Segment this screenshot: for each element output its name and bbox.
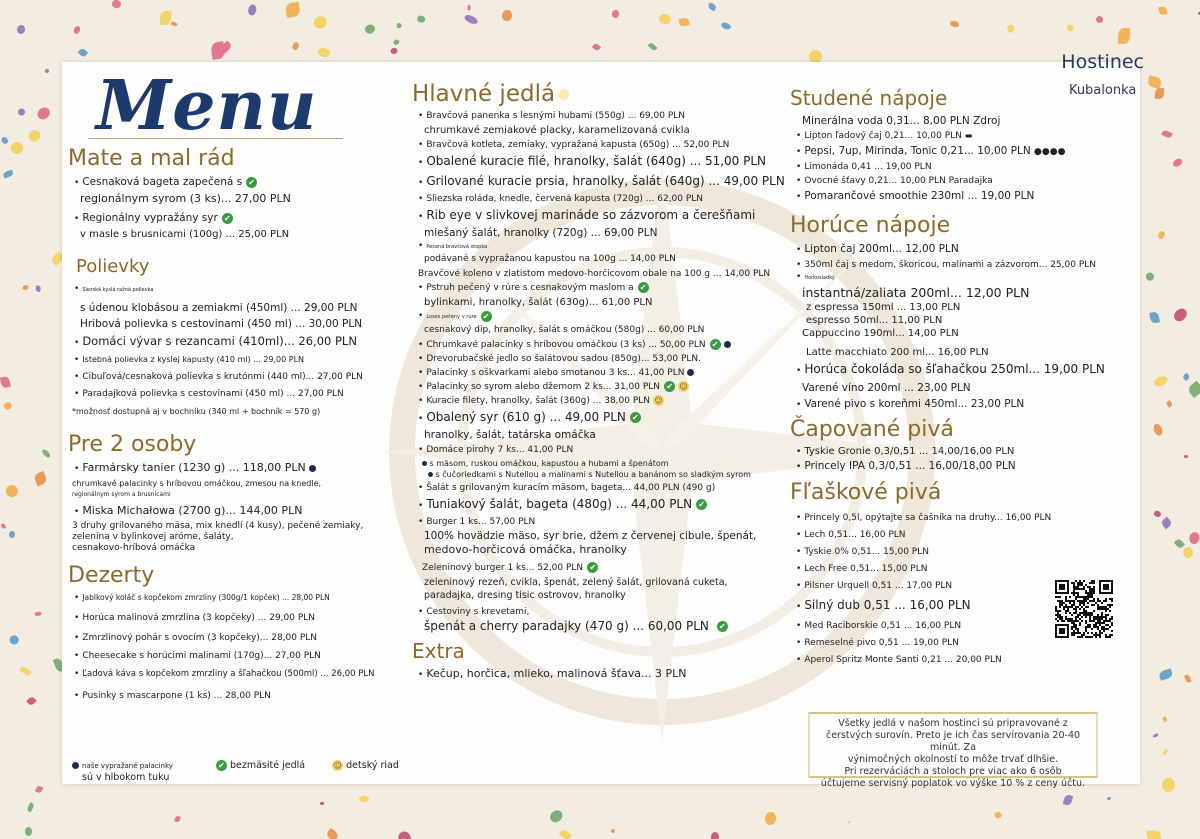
menu-item-detail: špenát a cherry paradajky (470 g) ... 60,00 PLN ✔ [424, 620, 787, 633]
fried-icon [72, 762, 79, 769]
menu-item: • Obalený syr (610 g) ... 49,00 PLN ✔ [418, 409, 787, 427]
flower-icon [995, 812, 1002, 819]
column-middle [412, 76, 787, 684]
flower-icon [1171, 157, 1184, 169]
flower-icon [4, 482, 21, 499]
vegetarian-icon: ✔ [638, 282, 649, 293]
flower-icon [1186, 380, 1200, 398]
flower-icon [35, 785, 44, 794]
flower-icon [1185, 674, 1192, 683]
flower-icon [390, 47, 398, 54]
flower-icon [364, 23, 376, 34]
menu-item-detail: Latte macchiato 200 ml... 16,00 PLN [806, 347, 989, 358]
flower-icon [3, 169, 15, 178]
menu-item-detail: regionálnym syrom (3 ks)... 27,00 PLN [80, 192, 291, 205]
vegetarian-icon: ✔ [587, 562, 598, 573]
menu-item: • Cheesecake s horúcimi malinami (170g)... 27,00 PLN [74, 650, 398, 662]
flower-icon [1161, 748, 1168, 755]
flower-icon [78, 47, 88, 57]
menu-item-tiny: • Horkosladký [796, 273, 1140, 282]
menu-item: • Princely 0,5l, opýtajte sa čašníka na druhy... 16,00 PLN [796, 512, 1140, 524]
menu-item: • Sliezska roláda, knedle, červená kapusta (720g) ... 62,00 PLN [418, 193, 787, 205]
note-line: Všetky jedlá v našom hostinci sú pripravované z [838, 718, 1068, 729]
menu-title: Menu [96, 66, 318, 146]
flower-icon [592, 42, 601, 51]
flower-icon [1174, 537, 1185, 548]
flower-icon [1147, 829, 1162, 839]
flower-icon [1158, 668, 1173, 681]
flower-icon [1153, 510, 1162, 518]
section-heading-main: Hlavné jedlá [412, 80, 787, 108]
flower-icon [3, 402, 12, 411]
fried-icon [724, 341, 731, 348]
flower-icon [170, 21, 178, 28]
menu-item: s údenou klobásou a zemiakmi (450ml) ... 29,00 PLN [80, 302, 358, 314]
fried-icon [687, 369, 694, 376]
can-icon: ▬ [964, 131, 973, 140]
flower-icon [317, 47, 331, 59]
menu-item: • Kuracie filety, hranolky, šalát (360g) ... 38,00 PLN ☺ [418, 395, 787, 407]
vegetarian-icon: ✔ [481, 311, 492, 322]
menu-item-detail: Cappuccino 190ml... 14,00 PLN [802, 328, 959, 339]
menu-item: • Farmársky tanier (1230 g) ... 118,00 PLN [74, 461, 398, 476]
flower-icon [25, 827, 32, 836]
menu-item: • Domáci vývar s rezancami (410ml)... 26,00 PLN [74, 334, 398, 350]
vegetarian-icon: ✔ [664, 381, 675, 392]
pirohy-detail: s čučoriedkami s Nutellou a malinami s Nutellou a banánom so sladkým syrom [428, 469, 787, 480]
menu-item-detail: espresso 50ml... 11,00 PLN [806, 315, 943, 326]
flower-icon [393, 38, 400, 45]
menu-item-detail: chrumkavé palacinky s hríbovou omáčkou, zmesou na knedle, [72, 479, 322, 488]
flower-icon [1095, 15, 1104, 24]
flower-icon [611, 828, 616, 832]
flower-icon [396, 829, 414, 839]
menu-item: • Chrumkavé palacinky s hríbovou omáčkou (3 ks) ... 50,00 PLN ✔ [418, 339, 787, 351]
flower-icon [1118, 28, 1131, 44]
menu-item: Zeleninový burger 1 ks... 52,00 PLN ✔ [422, 562, 787, 574]
menu-item: • Istebná polievka z kyslej kapusty (410 ml) ... 29,00 PLN [74, 354, 398, 366]
flower-icon [1166, 401, 1173, 409]
flower-icon [0, 136, 9, 145]
flower-icon [34, 285, 41, 292]
flower-icon [33, 471, 48, 486]
vegetarian-icon: ✔ [696, 499, 707, 510]
flower-icon [247, 4, 257, 16]
flower-icon [292, 41, 300, 50]
flower-icon [1149, 312, 1160, 325]
pirohy-detail: s mäsom, ruskou omáčkou, kapustou a hubami a špenátom [422, 458, 787, 469]
menu-item-detail: 3 druhy grilovaného mäsa, mix knedlí (4 kusy), pečené zemiaky, [72, 521, 364, 531]
section-heading-extra: Extra [412, 639, 465, 663]
flower-icon [1181, 546, 1194, 559]
qr-code [1055, 580, 1113, 638]
legend-fried-detail: sú v hlbokom tuku [82, 772, 170, 783]
flower-icon [548, 809, 565, 825]
flower-icon [326, 828, 340, 839]
menu-item-detail: medovo-horčicová omáčka, hranolky [424, 543, 627, 556]
menu-item: • Regionálny vypražány syr ✔ [74, 211, 398, 226]
smile-icon: ☺ [654, 396, 663, 405]
flower-icon [285, 2, 301, 18]
menu-item-detail: chrumkavé zemiakové placky, karamelizovaná cvikla [424, 125, 690, 136]
flower-icon [312, 14, 329, 31]
vegetarian-icon: ✔ [630, 412, 641, 423]
vegetarian-icon: ✔ [717, 621, 728, 632]
section-heading-tap-beer: Čapované pivá [790, 417, 954, 442]
flower-icon [1153, 375, 1169, 389]
menu-item: • Horúca malinová zmrzlina (3 kopčeky) ... 29,00 PLN [74, 612, 398, 624]
flower-icon [417, 15, 426, 23]
flower-icon [73, 25, 82, 35]
menu-item: • Pilsner Urquell 0,51 ... 17,00 PLN [796, 580, 1140, 592]
flower-icon [16, 107, 26, 117]
menu-item: • Miska Michałowa (2700 g)... 144,00 PLN [74, 504, 398, 519]
menu-item: • Grilované kuracie prsia, hranolky, šalát (640g) ... 49,00 PLN [418, 173, 787, 191]
menu-item: Bravčové koleno v zlatistom medovo-horčicovom obale na 100 g ... 14,00 PLN [418, 269, 771, 279]
flower-icon [949, 19, 959, 28]
menu-item: • Tyskie 0% 0,51... 15,00 PLN [796, 546, 1140, 558]
flower-icon [8, 633, 21, 645]
flower-icon [678, 17, 690, 27]
flower-icon [16, 24, 27, 35]
flower-icon [764, 811, 776, 825]
menu-item: • Silný dub 0,51 ... 16,00 PLN [796, 597, 1140, 615]
flower-icon [501, 9, 513, 22]
menu-item: • Rib eye v slivkovej marináde so zázvorom a čerešňami [418, 207, 787, 225]
flower-icon [26, 696, 37, 707]
menu-item-detail: cesnakový dip, hranolky, šalát s omáčkou (580g) ... 60,00 PLN [424, 325, 705, 335]
menu-item: • Aperol Spritz Monte Santi 0,21 ... 20,00 PLN [796, 654, 1140, 666]
info-note [808, 712, 1098, 789]
menu-item-detail: cesnakovo-hríbová omáčka [72, 543, 196, 553]
legend-vegetarian: bezmäsité jedlá [229, 760, 306, 771]
menu-item: • Tuniakový šalát, bageta (480g) ... 44,00 PLN ✔ [418, 496, 787, 514]
menu-item: • Varené pivo s koreňmi 450ml... 23,00 PLN [796, 397, 1140, 412]
menu-item: • Pusinky s mascarpone (1 ks) ... 28,00 PLN [74, 690, 398, 702]
menu-item: • Zmrzlinový pohár s ovocím (3 kopčeky)... 28,00 PLN [74, 632, 398, 644]
section-heading-for-two: Pre 2 osoby [68, 432, 197, 457]
menu-item-detail: 100% hovädzie mäso, syr brie, džem z červenej cibule, špenát, [424, 530, 757, 542]
menu-item: • Losos pečený v rúre ✔ [418, 311, 787, 322]
menu-item: • Med Raciborskie 0,51 ... 16,00 PLN [796, 620, 1140, 632]
flower-icon [1162, 129, 1173, 139]
fried-icon [422, 461, 427, 466]
flower-icon [1162, 777, 1176, 792]
flower-icon [707, 2, 717, 11]
section-heading-hot: Horúce nápoje [790, 213, 951, 238]
menu-item: • Princely IPA 0,3/0,51 ... 16,00/18,00 PLN [796, 460, 1140, 473]
menu-item-detail: zeleninový rezeň, cvikla, špenát, zelený šalát, grilovaná cuketa, [424, 577, 728, 588]
smile-icon: ☺ [679, 382, 688, 391]
flower-icon [1188, 531, 1200, 545]
section-heading-cold: Studené nápoje [790, 86, 948, 110]
menu-item: • Tyskie Gronie 0,3/0,51 ... 14,00/16,00 PLN [796, 446, 1140, 458]
flower-icon [1160, 516, 1173, 529]
menu-item: • Cestoviny s krevetami, [418, 606, 787, 618]
flower-icon [8, 530, 16, 538]
menu-item: • Bravčová kotleta, zemiaky, vypražaná kapusta (650g) ... 52,00 PLN [418, 139, 787, 151]
flower-icon [1107, 797, 1111, 800]
fried-icon [428, 472, 433, 477]
menu-item-detail: z espressa 150ml ... 13,00 PLN [806, 302, 961, 313]
menu-item: • Pomarančové smoothie 230ml ... 19,00 PLN [796, 189, 1140, 204]
flower-icon [320, 802, 325, 806]
brand-sub: Kubalonka [1068, 83, 1137, 98]
decorative-leaf-icon [558, 89, 569, 100]
menu-item: • Cesnaková bageta zapečená s ✔ [74, 175, 398, 190]
menu-item: • Lech 0,51... 16,00 PLN [796, 529, 1140, 541]
flower-icon [463, 13, 479, 26]
flower-icon [23, 284, 30, 290]
flower-icon [1159, 6, 1167, 15]
menu-item: • Lipton čaj 200ml... 12,00 PLN [796, 242, 1140, 257]
flower-icon [10, 141, 25, 155]
menu-item: • Pečená bravčová stopka [418, 242, 787, 251]
menu-item: Hribová polievka s cestovinami (450 ml) ... 30,00 PLN [80, 318, 363, 330]
vegetarian-icon: ✔ [222, 213, 233, 224]
flower-icon [396, 22, 402, 28]
flower-icon [0, 376, 10, 389]
menu-item: • 350ml čaj s medom, škoricou, malinami a zázvorom... 25,00 PLN [796, 259, 1140, 271]
menu-item: Varené víno 200ml ... 23,00 PLN [802, 382, 971, 394]
menu-item-detail: paradajka, dresing tisic ostrovov, hranolky [424, 590, 626, 601]
section-heading-desserts: Dezerty [68, 563, 155, 588]
menu-item-detail: v masle s brusnicami (100g) ... 25,00 PLN [80, 229, 290, 240]
menu-item-detail: miešaný šalát, hranolky (720g) ... 69,00 PLN [424, 227, 658, 239]
flower-icon [1152, 423, 1163, 437]
flower-icon [1162, 716, 1168, 722]
legend-kids: detský riad [346, 760, 399, 771]
legend-fried: naše vypražané palacinky [82, 762, 173, 770]
flower-icon [1063, 795, 1073, 807]
flower-icon [1146, 272, 1155, 281]
menu-item: • Jablkový koláč s kopčekom zmrzliny (300g/1 kopček) ... 28,00 PLN [74, 592, 398, 604]
flower-icon [1153, 732, 1159, 737]
section-heading-bottle-beer: Fľaškové pivá [790, 480, 942, 505]
legend [72, 760, 402, 784]
menu-item-detail: hranolky, šalát, tatárska omáčka [424, 429, 596, 441]
vegetarian-icon: ✔ [216, 760, 227, 771]
flower-icon [19, 665, 32, 677]
section-heading-mate: Mate a mal rád [68, 146, 235, 171]
main-items [412, 110, 787, 456]
menu-item: • Palacinky so syrom alebo džemom 2 ks... 31,00 PLN ✔ ☺ [418, 381, 787, 393]
soda-logos-icon: ●●●● [1034, 147, 1066, 157]
flower-icon [358, 796, 368, 802]
menu-item-tiny: • Slezská kyslá ražná polievka [74, 285, 398, 294]
flower-icon [611, 9, 619, 18]
flower-icon [658, 13, 672, 26]
fried-icon [309, 465, 316, 472]
main-items-2 [412, 482, 787, 514]
flower-icon [1066, 23, 1075, 32]
menu-item: • Horúca čokoláda so šľahačkou 250ml... 19,00 PLN [796, 361, 1140, 379]
menu-item: • Domáce pirohy 7 ks... 41,00 PLN [418, 444, 787, 456]
menu-item: • Lech Free 0,51... 15,00 PLN [796, 563, 1140, 575]
menu-item: • Lipton ľadový čaj 0,21... 10,00 PLN ▬ [796, 130, 1140, 142]
menu-item: • Palacinky s oškvarkami alebo smotanou 3 ks... 41,00 PLN [418, 367, 787, 379]
menu-item: • Paradajková polievka s cestovinami (450 ml) ... 27,00 PLN [74, 388, 398, 400]
column-left [68, 66, 398, 704]
flower-icon [720, 22, 732, 31]
menu-item: • Burger 1 ks... 57,00 PLN [418, 516, 787, 528]
flower-icon [847, 821, 851, 824]
menu-item: • Drevorubačské jedlo so šalátovou sadou (850g)... 53,00 PLN. [418, 353, 787, 365]
flower-icon [44, 68, 49, 73]
menu-item: • Obalené kuracie filé, hranolky, šalát (640g) ... 51,00 PLN [418, 153, 787, 171]
menu-item: • Pstruh pečený v rúre s cesnakovým maslom a ✔ [418, 282, 787, 294]
vegetarian-icon: ✔ [246, 177, 257, 188]
note-line: čerstvých surovín. Preto je ich čas servírovania 20-40 minút. Za [825, 730, 1081, 753]
menu-item-detail: bylinkami, hranolky, šalát (630g)... 61,00 PLN [424, 297, 653, 308]
flower-icon [35, 612, 42, 616]
flower-icon [174, 815, 180, 822]
flower-icon [559, 829, 571, 839]
section-heading-soups: Polievky [76, 256, 150, 277]
note-line: účtujeme servisný poplatok vo výške 10 % z ceny účtu. [820, 778, 1086, 789]
flower-icon [648, 42, 658, 52]
menu-item-detail: zelenina v bylinkovej aróme, šaláty, [72, 532, 234, 542]
flower-icon [711, 832, 720, 839]
flower-icon [35, 105, 52, 122]
menu-item: instantná/zaliata 200ml... 12,00 PLN [802, 285, 1030, 300]
flower-icon [1, 523, 6, 529]
menu-item: • Kečup, horčica, mlieko, malinová šťava... 3 PLN [418, 667, 787, 682]
flower-icon [1184, 455, 1188, 458]
note-line: Pri rezerváciách a stoloch pre viac ako 6 osôb [844, 766, 1062, 777]
menu-item-detail: regionálnym syrom a brusnicami [72, 491, 171, 498]
menu-item: • Bravčová panenka s lesnými hubami (550g) ... 69,00 PLN [418, 110, 787, 122]
flower-icon [467, 5, 470, 11]
flower-icon [41, 448, 52, 459]
flower-icon [26, 802, 35, 812]
vegetarian-icon: ✔ [710, 339, 721, 350]
menu-item: Minerálna voda 0,31... 8,00 PLN Zdroj [802, 115, 1001, 127]
smile-icon: ☺ [333, 761, 342, 770]
menu-item: • Ovocné šťavy 0,21... 10,00 PLN Paradajka [796, 175, 1140, 187]
menu-item: • Pepsi, 7up, Mirinda, Tonic 0,21... 10,00 PLN ●●●● [796, 144, 1140, 159]
note-line: výnimočných okolností to môže trvať dlhšie. [847, 754, 1059, 765]
flower-icon [1155, 88, 1164, 99]
menu-item: • Ľadová káva s kopčekom zmrzliny a šľahačkou (500ml) ... 26,00 PLN [74, 668, 398, 680]
flower-icon [1006, 24, 1015, 33]
flower-icon [1171, 306, 1189, 324]
menu-item: • Remeselné pivo 0,51 ... 19,00 PLN [796, 637, 1140, 649]
menu-item: • Cibuľová/cesnaková polievka s krutónmi (440 ml)... 27,00 PLN [74, 371, 398, 383]
flower-icon [1182, 373, 1191, 382]
soup-note: *možnosť dostupná aj v bochníku (340 ml + bochník = 570 g) [72, 407, 321, 416]
brand-name: Hostinec [1061, 51, 1144, 73]
menu-item-detail: podávané s vypražanou kapustou na 100g ... 14,00 PLN [424, 254, 676, 264]
flower-icon [27, 127, 43, 143]
flower-icon [111, 0, 122, 9]
flower-icon [1157, 230, 1165, 239]
menu-item: • Limonáda 0,41 ... 19,00 PLN [796, 161, 1140, 173]
menu-item: • Šalát s grilovaným kuracím mäsom, bageta... 44,00 PLN (490 g) [418, 482, 787, 494]
